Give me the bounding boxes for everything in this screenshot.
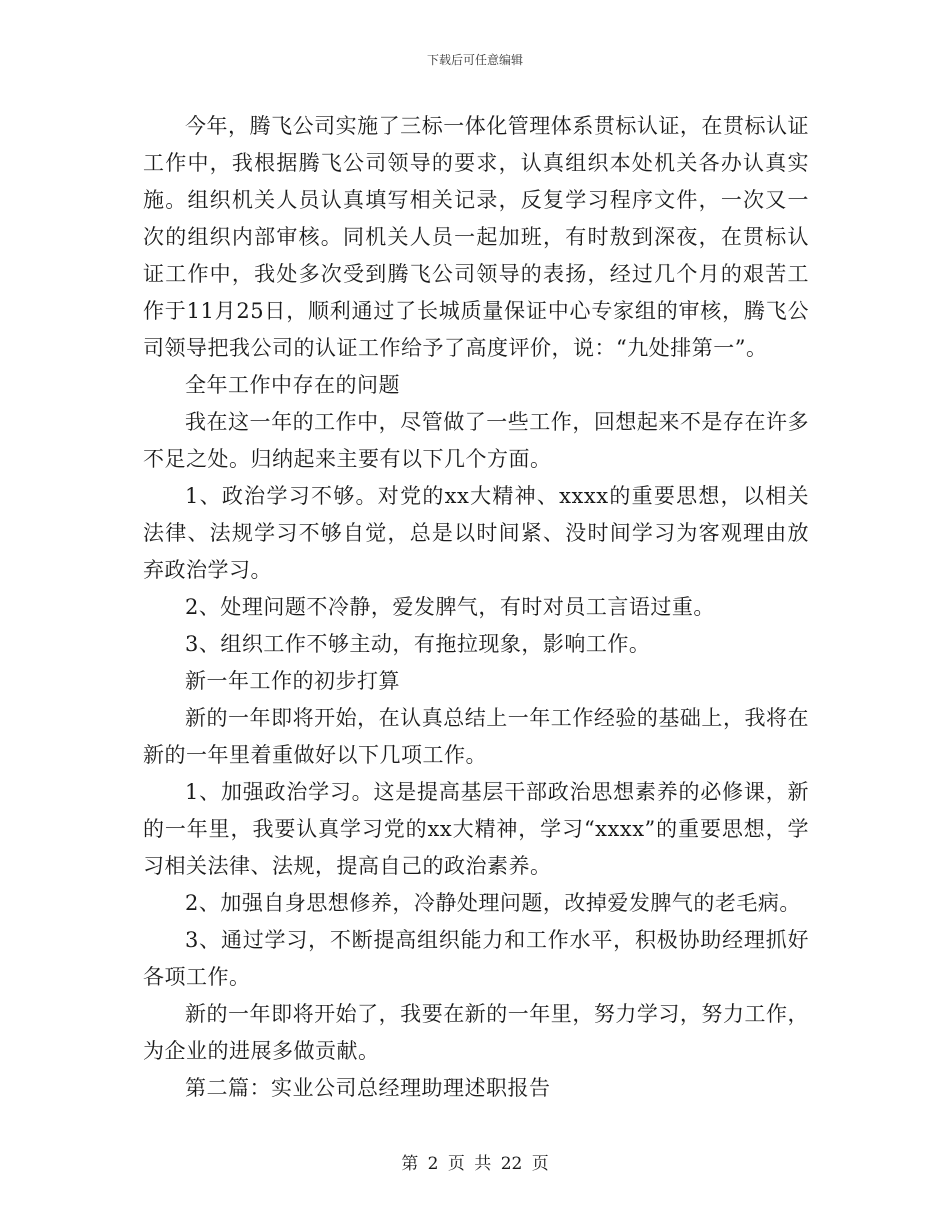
section-heading-plans: 新一年工作的初步打算 xyxy=(185,669,400,693)
paragraph-plans-intro: 新的一年即将开始，在认真总结上一年工作经验的基础上，我将在新的一年里着重做好以下几项工作。 xyxy=(143,706,809,767)
paragraph-problem-2: 2、处理问题不冷静，爱发脾气，有时对员工言语过重。 xyxy=(185,595,715,619)
paragraph-certification: 今年，腾飞公司实施了三标一体化管理体系贯标认证，在贯标认证工作中，我根据腾飞公司领导的要求，认真组织本处机关各办认真实施。组织机关人员认真填写相关记录，反复学习程序文件，一次又一次的组织内部审核。同机关人员一起加班，有时敖到深夜，在贯标认证工作中，我处多次受到腾飞公司领导的表扬，经过几个月的艰苦工作于11月25日，顺利通过了长城质量保证中心专家组的审核，腾飞公司领导把我公司的认证工作给予了高度评价，说：“九处排第一”。 xyxy=(143,114,809,360)
paragraph-plan-1: 1、加强政治学习。这是提高基层干部政治思想素养的必修课，新的一年里，我要认真学习党的xx大精神，学习“xxxx”的重要思想，学习相关法律、法规，提高自己的政治素养。 xyxy=(143,780,809,878)
page-header: 下载后可任意编辑 xyxy=(426,53,523,67)
paragraph-plan-2: 2、加强自身思想修养，冷静处理问题，改掉爱发脾气的老毛病。 xyxy=(185,891,801,915)
paragraph-problem-3: 3、组织工作不够主动，有拖拉现象，影响工作。 xyxy=(185,632,651,656)
paragraph-problems-intro: 我在这一年的工作中，尽管做了一些工作，回想起来不是存在许多不足之处。归纳起来主要有以下几个方面。 xyxy=(143,410,809,471)
page-number: 第 2 页 共 22 页 xyxy=(401,1154,549,1174)
section-heading-part-two: 第二篇：实业公司总经理助理述职报告 xyxy=(185,1076,551,1100)
document-body xyxy=(143,108,809,1107)
section-heading-problems: 全年工作中存在的问题 xyxy=(185,373,400,397)
paragraph-plan-3: 3、通过学习，不断提高组织能力和工作水平，积极协助经理抓好各项工作。 xyxy=(143,928,809,989)
paragraph-problem-1: 1、政治学习不够。对党的xx大精神、xxxx的重要思想，以相关法律、法规学习不够自觉，总是以时间紧、没时间学习为客观理由放弃政治学习。 xyxy=(143,484,809,582)
paragraph-closing: 新的一年即将开始了，我要在新的一年里，努力学习，努力工作，为企业的进展多做贡献。 xyxy=(143,1002,809,1063)
